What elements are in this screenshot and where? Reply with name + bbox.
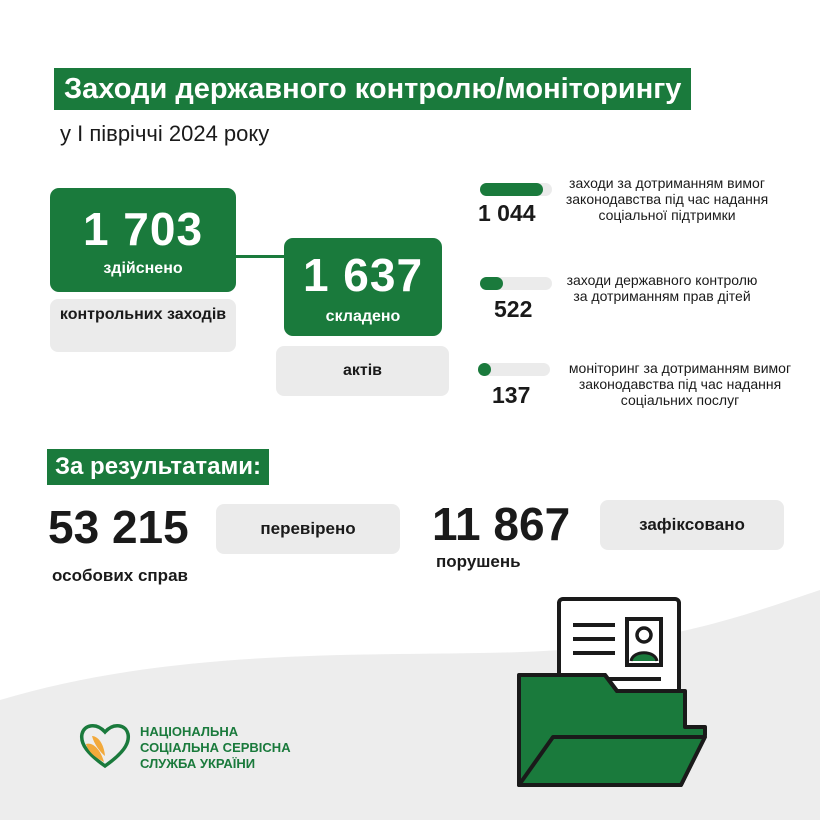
breakdown-value: 522 xyxy=(494,296,533,322)
progress-bar xyxy=(480,183,552,196)
logo-text xyxy=(140,724,310,772)
violations-caption: порушень xyxy=(436,552,521,571)
breakdown-text: моніторинг за дотриманням вимог законодавства під час надання соціальних послуг xyxy=(568,360,792,408)
acts-caption: актів xyxy=(276,346,449,396)
page-subtitle: у I півріччі 2024 року xyxy=(60,121,270,146)
checked-label: перевірено xyxy=(216,504,400,554)
acts-card xyxy=(284,238,442,336)
conducted-card xyxy=(50,188,236,292)
checked-value: 53 215 xyxy=(48,501,189,553)
logo-text-content: НАЦІОНАЛЬНА СОЦІАЛЬНА СЕРВІСНА СЛУЖБА УКРАЇНИ xyxy=(140,724,291,771)
heart-logo-icon xyxy=(78,722,132,770)
breakdown-value: 137 xyxy=(492,382,531,408)
progress-bar xyxy=(478,363,550,376)
connector-line xyxy=(234,255,286,258)
conducted-value: 1 703 xyxy=(82,203,204,255)
results-heading: За результатами: xyxy=(47,449,269,485)
violations-value: 11 867 xyxy=(432,498,571,550)
page-title: Заходи державного контролю/моніторингу xyxy=(54,68,691,110)
breakdown-value: 1 044 xyxy=(478,200,536,226)
progress-bar xyxy=(480,277,552,290)
progress-bar-fill xyxy=(480,183,543,196)
conducted-caption: контрольних заходів xyxy=(50,299,236,352)
breakdown-text: заходи державного контролю за дотриманням прав дітей xyxy=(566,272,758,304)
violations-label: зафіксовано xyxy=(600,500,784,550)
checked-caption: особових справ xyxy=(52,566,188,585)
progress-bar-fill xyxy=(478,363,491,376)
acts-value: 1 637 xyxy=(302,249,424,301)
acts-label: складено xyxy=(325,308,401,325)
conducted-label: здійснено xyxy=(103,260,183,277)
progress-bar-fill xyxy=(480,277,503,290)
breakdown-text: заходи за дотриманням вимог законодавства під час надання соціальної підтримки xyxy=(565,175,769,223)
folder-document-icon xyxy=(505,595,715,800)
